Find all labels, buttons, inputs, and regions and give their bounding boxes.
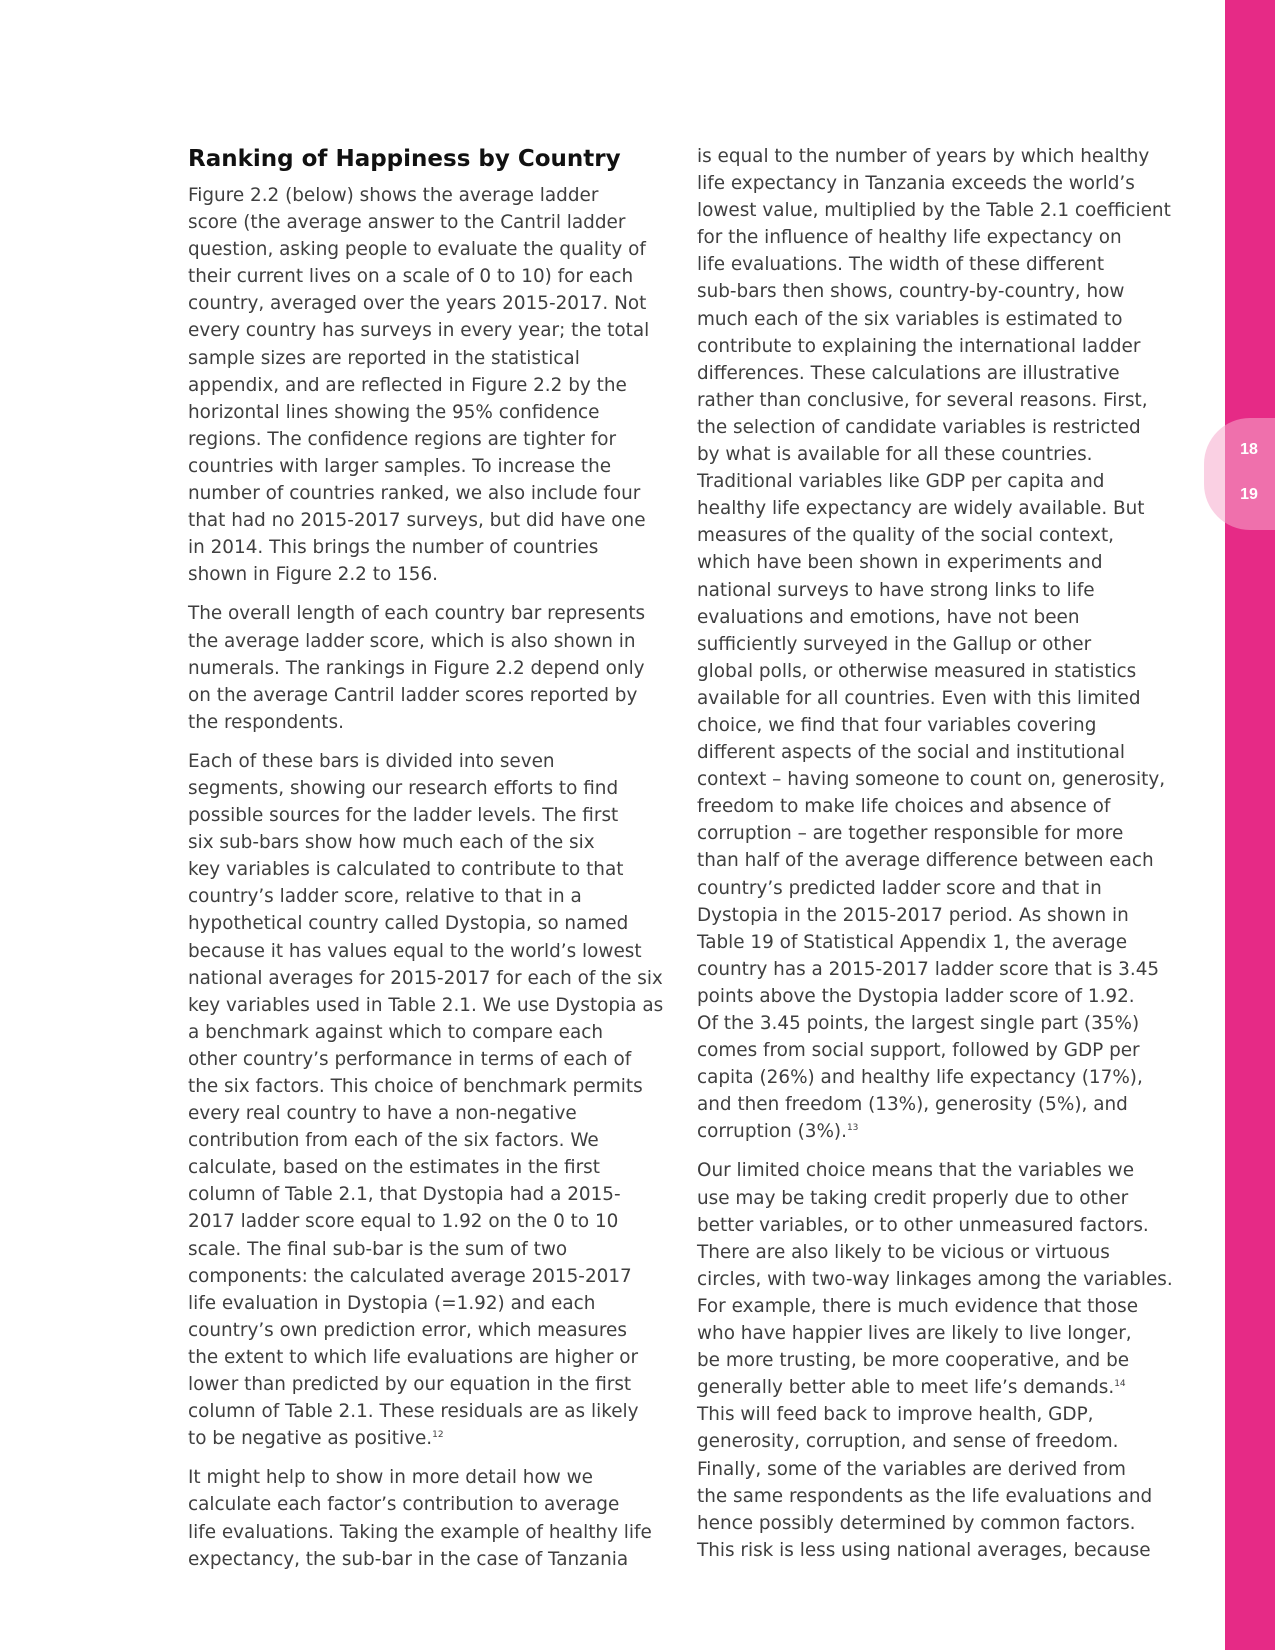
text-line-content: Figure 2.2 (below) shows the average ladder (188, 185, 599, 206)
text-line-content: It might help to show in more detail how we (188, 1467, 593, 1489)
text-line-content: for the influence of healthy life expectancy on (697, 227, 1122, 249)
text-line-content: much each of the six variables is estimated to (697, 308, 1123, 330)
text-line-content: circles, with two-way linkages among the variables. (697, 1268, 1173, 1290)
text-line-content: Of the 3.45 points, the largest single part (35%) (697, 1013, 1140, 1034)
text-line (188, 1263, 678, 1290)
footnote-marker: 12 (432, 1430, 444, 1441)
text-line (188, 655, 678, 682)
text-line-content: Our limited choice means that the variables we (697, 1160, 1135, 1182)
text-line-content: sub-bars then shows, country-by-country, how (697, 281, 1125, 303)
text-line-content: measures of the quality of the social context, (697, 525, 1115, 547)
text-line-content: lower than predicted by our equation in the first (188, 1374, 632, 1396)
text-line-content: every real country to have a non-negative (188, 1103, 577, 1125)
text-line-content: national surveys to have strong links to life (697, 579, 1095, 601)
text-line-content: Table 19 of Statistical Appendix 1, the average (697, 931, 1128, 953)
text-line-content: their current lives on a scale of 0 to 10) for each (188, 266, 634, 288)
text-line-content: which have been shown in experiments and (697, 552, 1103, 574)
text-line-content: rather than conclusive, for several reasons. First, (697, 389, 1148, 411)
text-line (697, 495, 1187, 522)
text-line (188, 965, 678, 992)
text-line-content: scale. The final sub-bar is the sum of two (188, 1238, 568, 1260)
text-line-content: comes from social support, followed by GDP per (697, 1040, 1140, 1062)
text-line (697, 929, 1187, 956)
text-line-content: numerals. The rankings in Figure 2.2 depend only (188, 657, 645, 679)
text-line (697, 685, 1187, 712)
text-line (697, 1428, 1187, 1455)
left-paragraph-3 (188, 748, 678, 1452)
text-line (188, 829, 678, 856)
text-line-content: life expectancy in Tanzania exceeds the world’s (697, 173, 1135, 195)
text-line (697, 522, 1187, 549)
text-line (188, 1519, 678, 1546)
text-line (697, 577, 1187, 604)
text-line-content: differences. These calculations are illustrative (697, 362, 1120, 384)
text-line (188, 1371, 678, 1398)
text-line-content: possible sources for the ladder levels. The first (188, 805, 619, 827)
text-line (697, 333, 1187, 360)
text-line (188, 938, 678, 965)
text-line-content: lowest value, multiplied by the Table 2.1 coefficient (697, 200, 1171, 222)
text-line-content: the extent to which life evaluations are higher or (188, 1346, 639, 1368)
text-line (188, 682, 678, 709)
text-line-content: column of Table 2.1. These residuals are as likely (188, 1401, 639, 1423)
text-line-content: available for all countries. Even with this limited (697, 687, 1141, 709)
text-line (188, 1425, 678, 1452)
text-line-content: in 2014. This brings the number of countries (188, 537, 599, 559)
text-line-content: country’s own prediction error, which measures (188, 1319, 627, 1341)
text-line-content: For example, there is much evidence that those (697, 1295, 1139, 1317)
text-line (697, 441, 1187, 468)
text-line (697, 224, 1187, 251)
text-line-content: contribute to explaining the international ladder (697, 335, 1141, 357)
text-line (697, 631, 1187, 658)
text-line (697, 1185, 1187, 1212)
text-line (188, 372, 678, 399)
text-line (697, 1239, 1187, 1266)
text-line-content: key variables used in Table 2.1. We use Dystopia as (188, 994, 664, 1016)
text-line (697, 1483, 1187, 1510)
text-line (697, 847, 1187, 874)
text-line (697, 414, 1187, 441)
text-line-content: generosity, corruption, and sense of freedom. (697, 1431, 1119, 1453)
footnote-marker: 13 (846, 1123, 859, 1134)
right-text-column (697, 143, 1187, 1564)
text-line (697, 278, 1187, 305)
text-line-content: the six factors. This choice of benchmark permits (188, 1076, 643, 1097)
text-line (188, 1181, 678, 1208)
text-line (697, 875, 1187, 902)
text-line (697, 766, 1187, 793)
text-line (697, 956, 1187, 983)
left-paragraph-4 (188, 1464, 678, 1572)
text-line-content: This will feed back to improve health, GDP, (697, 1404, 1094, 1426)
text-line (188, 345, 678, 372)
text-line (697, 604, 1187, 631)
text-line (188, 992, 678, 1019)
text-line (697, 1091, 1187, 1118)
text-line (697, 387, 1187, 414)
text-line (188, 236, 678, 263)
text-line (697, 983, 1187, 1010)
text-line-content: generally better able to meet life’s demands. (697, 1377, 1115, 1399)
text-line (697, 793, 1187, 820)
text-line-content: be more trusting, be more cooperative, and be (697, 1350, 1130, 1372)
text-line (697, 1212, 1187, 1239)
text-line (188, 628, 678, 655)
text-line (188, 775, 678, 802)
text-line-content: every country has surveys in every year; the total (188, 320, 650, 342)
text-line (697, 1401, 1187, 1428)
text-line-content: corruption (3%). (697, 1121, 847, 1143)
text-line (697, 658, 1187, 685)
text-line (697, 820, 1187, 847)
text-line (188, 480, 678, 507)
text-line-content: The overall length of each country bar represents (188, 603, 646, 625)
text-line-content: life evaluation in Dystopia (=1.92) and each (188, 1292, 596, 1314)
text-line (188, 1546, 678, 1573)
text-line-content: the selection of candidate variables is restricted (697, 416, 1141, 438)
text-line (697, 1510, 1187, 1537)
text-line (697, 306, 1187, 333)
text-line (188, 856, 678, 883)
footnote-marker: 14 (1114, 1379, 1126, 1390)
text-line-content: life evaluations. The width of these different (697, 254, 1105, 276)
text-line-content: country’s ladder score, relative to that in a (188, 886, 582, 908)
text-line-content: different aspects of the social and institutional (697, 742, 1126, 764)
text-line (697, 1037, 1187, 1064)
text-line (188, 399, 678, 426)
text-line-content: to be negative as positive. (188, 1428, 433, 1450)
text-line-content: context – having someone to count on, generosity, (697, 769, 1166, 791)
text-line-content: hypothetical country called Dystopia, so named (188, 913, 629, 935)
text-line (188, 317, 678, 344)
text-line-content: appendix, and are reflected in Figure 2.2 by the (188, 374, 627, 396)
text-line-content: and then freedom (13%), generosity (5%), and (697, 1094, 1128, 1116)
text-line-content: Each of these bars is divided into seven (188, 750, 555, 772)
text-line (697, 1347, 1187, 1374)
text-line (188, 1100, 678, 1127)
text-line-content: life evaluations. Taking the example of healthy life (188, 1521, 652, 1543)
text-line-content: choice, we find that four variables covering (697, 714, 1097, 736)
text-line-content: a benchmark against which to compare each (188, 1021, 604, 1043)
text-line (188, 263, 678, 290)
text-line-content: corruption – are together responsible for more (697, 823, 1124, 845)
text-line (188, 534, 678, 561)
text-line-content: six sub-bars show how much each of the six (188, 832, 595, 854)
text-line-content: horizontal lines showing the 95% confidence (188, 401, 600, 423)
text-line (188, 507, 678, 534)
text-line-content: points above the Dystopia ladder score of 1.92. (697, 985, 1135, 1007)
text-line-content: question, asking people to evaluate the quality of (188, 239, 646, 261)
text-line (188, 1344, 678, 1371)
text-line-content: Finally, some of the variables are derived from (697, 1458, 1126, 1480)
text-line (697, 1064, 1187, 1091)
text-line (188, 1127, 678, 1154)
section-heading: Ranking of Happiness by Country (188, 146, 621, 172)
text-line (188, 453, 678, 480)
text-line (697, 1266, 1187, 1293)
text-line (697, 143, 1187, 170)
text-line-content: use may be taking credit properly due to other (697, 1187, 1129, 1209)
text-line-content: calculate each factor’s contribution to average (188, 1494, 620, 1516)
text-line (188, 883, 678, 910)
text-line-content: country has a 2015-2017 ladder score that is 3.45 (697, 958, 1160, 980)
text-line (188, 1290, 678, 1317)
text-line-content: on the average Cantril ladder scores reported by (188, 684, 638, 706)
text-line (697, 360, 1187, 387)
text-line-content: is equal to the number of years by which healthy (697, 146, 1150, 167)
text-line (188, 1398, 678, 1425)
text-line (188, 1491, 678, 1518)
text-line-content: countries with larger samples. To increase the (188, 455, 612, 477)
text-line-content: evaluations and emotions, have not been (697, 606, 1080, 628)
text-line-content: because it has values equal to the world’s lowest (188, 940, 642, 962)
text-line-content: by what is available for all these countries. (697, 444, 1093, 466)
text-line-content: sample sizes are reported in the statistical (188, 347, 580, 369)
text-line (188, 1154, 678, 1181)
text-line-content: Traditional variables like GDP per capita and (697, 471, 1105, 493)
text-line-content: freedom to make life choices and absence of (697, 796, 1111, 818)
text-line (188, 290, 678, 317)
text-line-content: Dystopia in the 2015-2017 period. As shown in (697, 904, 1129, 926)
text-line (697, 468, 1187, 495)
text-line-content: the respondents. (188, 711, 344, 733)
text-line (697, 712, 1187, 739)
text-line (697, 1293, 1187, 1320)
text-line-content: hence possibly determined by common factors. (697, 1512, 1136, 1534)
text-line (697, 902, 1187, 929)
text-line-content: contribution from each of the six factors. We (188, 1130, 599, 1152)
text-line-content: 2017 ladder score equal to 1.92 on the 0 to 10 (188, 1211, 619, 1233)
text-line (697, 251, 1187, 278)
text-line (188, 1073, 678, 1100)
text-line-content: There are also likely to be vicious or virtuous (697, 1241, 1110, 1263)
left-paragraph-2 (188, 600, 678, 735)
text-line-content: healthy life expectancy are widely available. But (697, 498, 1145, 520)
text-line-content: country’s predicted ladder score and that in (697, 877, 1102, 899)
text-line-content: sufficiently surveyed in the Gallup or other (697, 633, 1092, 655)
text-line-content: other country’s performance in terms of each of (188, 1048, 632, 1070)
text-line (188, 1236, 678, 1263)
text-line-content: score (the average answer to the Cantril ladder (188, 212, 626, 234)
text-line-content: column of Table 2.1, that Dystopia had a 2015- (188, 1184, 621, 1206)
text-line (188, 709, 678, 736)
text-line (188, 1317, 678, 1344)
text-line-content: capita (26%) and healthy life expectancy (17%), (697, 1067, 1143, 1089)
text-line-content: segments, showing our research efforts to find (188, 777, 619, 799)
text-line-content: who have happier lives are likely to live longer, (697, 1323, 1132, 1345)
text-line-content: global polls, or otherwise measured in statistics (697, 660, 1137, 682)
text-line (188, 1464, 678, 1491)
magenta-side-bar (1225, 0, 1275, 1650)
text-line-content: components: the calculated average 2015-2017 (188, 1265, 632, 1287)
text-line-content: key variables is calculated to contribute to that (188, 859, 624, 881)
right-paragraph-1 (697, 143, 1187, 1145)
text-line-content: than half of the average difference between each (697, 850, 1154, 872)
text-line-content: shown in Figure 2.2 to 156. (188, 564, 438, 586)
text-line-content: country, averaged over the years 2015-2017. Not (188, 293, 647, 315)
text-line-content: regions. The confidence regions are tighter for (188, 428, 617, 450)
text-line-content: the same respondents as the life evaluations and (697, 1485, 1153, 1507)
left-text-column (188, 143, 678, 1573)
text-line (697, 1320, 1187, 1347)
text-line (188, 600, 678, 627)
text-line-content: calculate, based on the estimates in the first (188, 1157, 600, 1179)
text-line (697, 739, 1187, 766)
page-number-tab (1204, 418, 1275, 530)
text-line (697, 170, 1187, 197)
text-line (188, 561, 678, 588)
text-line (188, 209, 678, 236)
text-line (188, 802, 678, 829)
text-line (697, 1537, 1187, 1564)
text-line (188, 910, 678, 937)
text-line (697, 549, 1187, 576)
text-line (188, 182, 678, 209)
text-line (188, 426, 678, 453)
text-line (697, 1456, 1187, 1483)
text-line-content: expectancy, the sub-bar in the case of Tanzania (188, 1548, 629, 1570)
text-line-content: national averages for 2015-2017 for each of the six (188, 967, 663, 989)
text-line (188, 1019, 678, 1046)
page-number-right: 19 (1240, 486, 1258, 503)
text-line (188, 748, 678, 775)
text-line (697, 1374, 1187, 1401)
text-line (188, 1208, 678, 1235)
text-line (697, 1118, 1187, 1145)
text-line-content: number of countries ranked, we also include four (188, 483, 641, 505)
right-paragraph-2 (697, 1157, 1187, 1563)
text-line-content: that had no 2015-2017 surveys, but did have one (188, 510, 646, 532)
page-number-left: 18 (1240, 441, 1258, 458)
text-line-content: This risk is less using national averages, because (697, 1539, 1151, 1561)
text-line (697, 1010, 1187, 1037)
text-line (188, 1046, 678, 1073)
left-paragraph-1 (188, 182, 678, 588)
text-line-content: the average ladder score, which is also shown in (188, 630, 636, 652)
text-line-content: better variables, or to other unmeasured factors. (697, 1214, 1149, 1236)
text-line (697, 1157, 1187, 1184)
text-line (697, 197, 1187, 224)
